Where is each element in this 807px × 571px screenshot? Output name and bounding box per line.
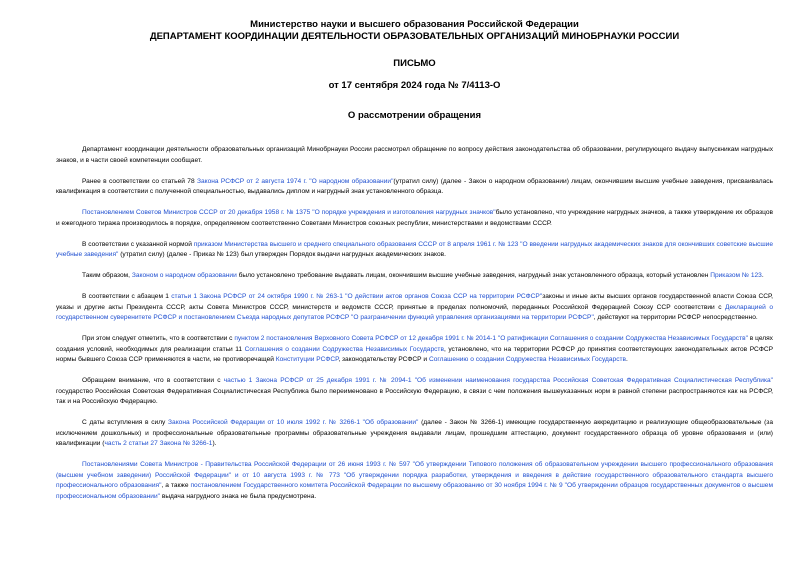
document-date-number: от 17 сентября 2024 года № 7/4113-О	[328, 80, 501, 91]
paragraph-text: .	[761, 272, 764, 279]
paragraph-text: было установлено требование выдавать лицам, окончившим высшие учебные заведения, нагрудный знак установленного образца, который установлен	[236, 272, 711, 279]
paragraph-text: (утратил силу) (далее - Закон о народном образовании) лицам, окончившим высшие учебные заведения, присваивалась квалификация в соответствии с полученной специальностью, выдавались диплом и нагрудный знак установленного образца.	[56, 177, 773, 195]
legal-reference-link[interactable]: Конституции РСФСР	[275, 356, 339, 363]
paragraph-text: было установлено, что учреждение нагрудных значков, а также утверждение их образцов и ежегодного тиража производилось в порядке, определяемом соответственно Советами Министров союзных республик, министерствами и ведомствами СССР.	[56, 209, 773, 227]
paragraph-text: Департамент координации деятельности образовательных организаций Минобрнауки России рассмотрел обращение по вопросу действия законодательства об образовании, регулирующего выдачу выпускникам нагрудных знаков, и в части своей компетенции сообщает.	[56, 146, 773, 164]
letter-paragraph	[56, 271, 773, 282]
letter-paragraph	[56, 460, 773, 502]
paragraph-text: Таким образом,	[82, 272, 132, 279]
paragraph-text: ).	[212, 440, 217, 447]
letter-paragraph	[56, 334, 773, 366]
department-name: ДЕПАРТАМЕНТ КООРДИНАЦИИ ДЕЯТЕЛЬНОСТИ ОБРАЗОВАТЕЛЬНЫХ ОРГАНИЗАЦИЙ МИНОБРНАУКИ РОССИИ	[149, 31, 680, 42]
paragraph-text: С даты вступления в силу	[82, 419, 169, 426]
paragraph-text: государство Российская Советская Федеративная Социалистическая Республика было переименовано в Российскую Федерацию, в связи с чем положения вышеуказанных норм в равной степени распространяются как на РСФСР, так и на Российскую Федерацию.	[56, 387, 773, 405]
legal-reference-link[interactable]: Приказом № 123	[710, 272, 762, 279]
paragraph-text: , законодательству РСФСР и	[338, 356, 429, 363]
legal-reference-link[interactable]: статьи 1 Закона РСФСР от 24 октября 1990 г. № 263-1 "О действии актов органов Союза ССР на территории РСФСР"	[171, 293, 543, 300]
paragraph-text: В соответствии с абзацем 1	[82, 293, 172, 300]
legal-reference-link[interactable]: пунктом 2 постановления Верховного Совета РСФСР от 12 декабря 1991 г. № 2014-1 "О ратификации Соглашения о создании Содружества Независимых Государств"	[234, 335, 748, 342]
letter-paragraph	[56, 292, 773, 324]
paragraph-text: выдача нагрудного знака не была предусмотрена.	[159, 492, 317, 500]
legal-reference-link[interactable]: Постановлениями Совета Министров - Правительства Российской Федерации от 26 июня 1993 г. № 597 "Об утверждении Типового положения об образовательном учреждении высшего профессионального образования (высшем учебном заведении) Российской Федерации" и от 10 августа 1993 г. № 773 "Об утверждении порядка разработки, утверждения и введения в действие государственного образовательного стандарта высшего профессионального образования"	[56, 461, 773, 489]
legal-reference-link[interactable]: Декларацией о государственном суверенитете РСФСР и постановлением Съезда народных депутатов РСФСР "О разграничении функций управления организациями на территории РСФСР"	[56, 303, 773, 321]
paragraph-text: (утратил силу) (далее - Приказ № 123) был утвержден Порядок выдачи нагрудных академических знаков.	[118, 251, 446, 258]
letter-paragraph	[56, 208, 773, 229]
paragraph-text: , установлено, что на территории РСФСР до принятия соответствующих законодательных актов РСФСР нормы бывшего Союза ССР применяются в части, не противоречащей	[56, 345, 773, 363]
legal-reference-link[interactable]: Законом о народном образовании	[131, 272, 237, 279]
letter-body	[56, 145, 773, 502]
paragraph-text: законы и иные акты высших органов государственной власти Союза ССР, указы и другие акты Президента СССР, акты Совета Министров СССР, министерств и ведомств СССР, принятые в пределах полномочий, переданных Российской Федерацией Союзу ССР соответствии с	[56, 293, 773, 311]
document-type: ПИСЬМО	[393, 58, 436, 69]
ministry-name: Министерство науки и высшего образования Российской Федерации	[250, 19, 579, 30]
legal-reference-link[interactable]: Соглашению о создании Содружества Независимых Государств	[428, 356, 627, 363]
letter-paragraph	[56, 177, 773, 198]
legal-reference-link[interactable]: частью 1 Закона РСФСР от 25 декабря 1991 г. № 2094-1 "Об изменении наименования государства Российская Советская Федеративная Социалистическая Республика"	[223, 377, 773, 384]
paragraph-text: в целях создания условий, необходимых для реализации статьи 11	[56, 335, 773, 353]
legal-reference-link[interactable]: Закона РСФСР от 2 августа 1974 г. "О народном образовании"	[196, 177, 394, 185]
letter-paragraph	[56, 376, 773, 408]
letter-paragraph	[56, 145, 773, 166]
paragraph-text: Обращаем внимание, что в соответствии с	[82, 377, 224, 384]
legal-reference-link[interactable]: Закона Российской Федерации от 10 июля 1992 г. № 3266-1 "Об образовании"	[168, 419, 419, 426]
legal-reference-link[interactable]: Соглашения о создании Содружества Независимых Государств	[244, 345, 444, 353]
legal-reference-link[interactable]: постановлением Государственного комитета Российской Федерации по высшему образованию от 30 ноября 1994 г. № 9 "Об утверждении образцов государственных документов о высшем профессиональном образовании"	[56, 482, 773, 500]
paragraph-text: , действуют на территории РСФСР непосредственно.	[593, 314, 758, 321]
legal-reference-link[interactable]: часть 2 статьи 27 Закона № 3266-1	[104, 440, 213, 447]
paragraph-text: , а также	[161, 482, 191, 489]
letter-paragraph	[56, 240, 773, 261]
paragraph-text: В соответствии с указанной нормой	[82, 240, 194, 248]
document-subject: О рассмотрении обращения	[347, 110, 482, 121]
paragraph-text: Ранее в соответствии со статьей 78	[82, 177, 197, 185]
paragraph-text: .	[626, 356, 628, 363]
legal-reference-link[interactable]: приказом Министерства высшего и среднего специального образования СССР от 8 апреля 1961 г. № 123 "О введении нагрудных академических знаков для окончивших советские высшие учебные заведения"	[56, 240, 774, 258]
paragraph-text: (далее - Закон № 3266-1) имеющие государственную аккредитацию и реализующие общеобразовательные (за исключением дошкольных) и профессиональные образовательные программы образовательные учреждения выдавали лицам, прошедшим аттестацию, документ государственного образца об уровне образования и (или) квалификации (	[56, 419, 773, 447]
legal-reference-link[interactable]: Постановлением Советов Министров СССР от 20 декабря 1958 г. № 1375 "О порядке учреждения и изготовления нагрудных значков"	[82, 209, 496, 216]
letter-paragraph	[56, 418, 773, 450]
paragraph-text: При этом следует отметить, что в соответствии с	[82, 335, 235, 342]
